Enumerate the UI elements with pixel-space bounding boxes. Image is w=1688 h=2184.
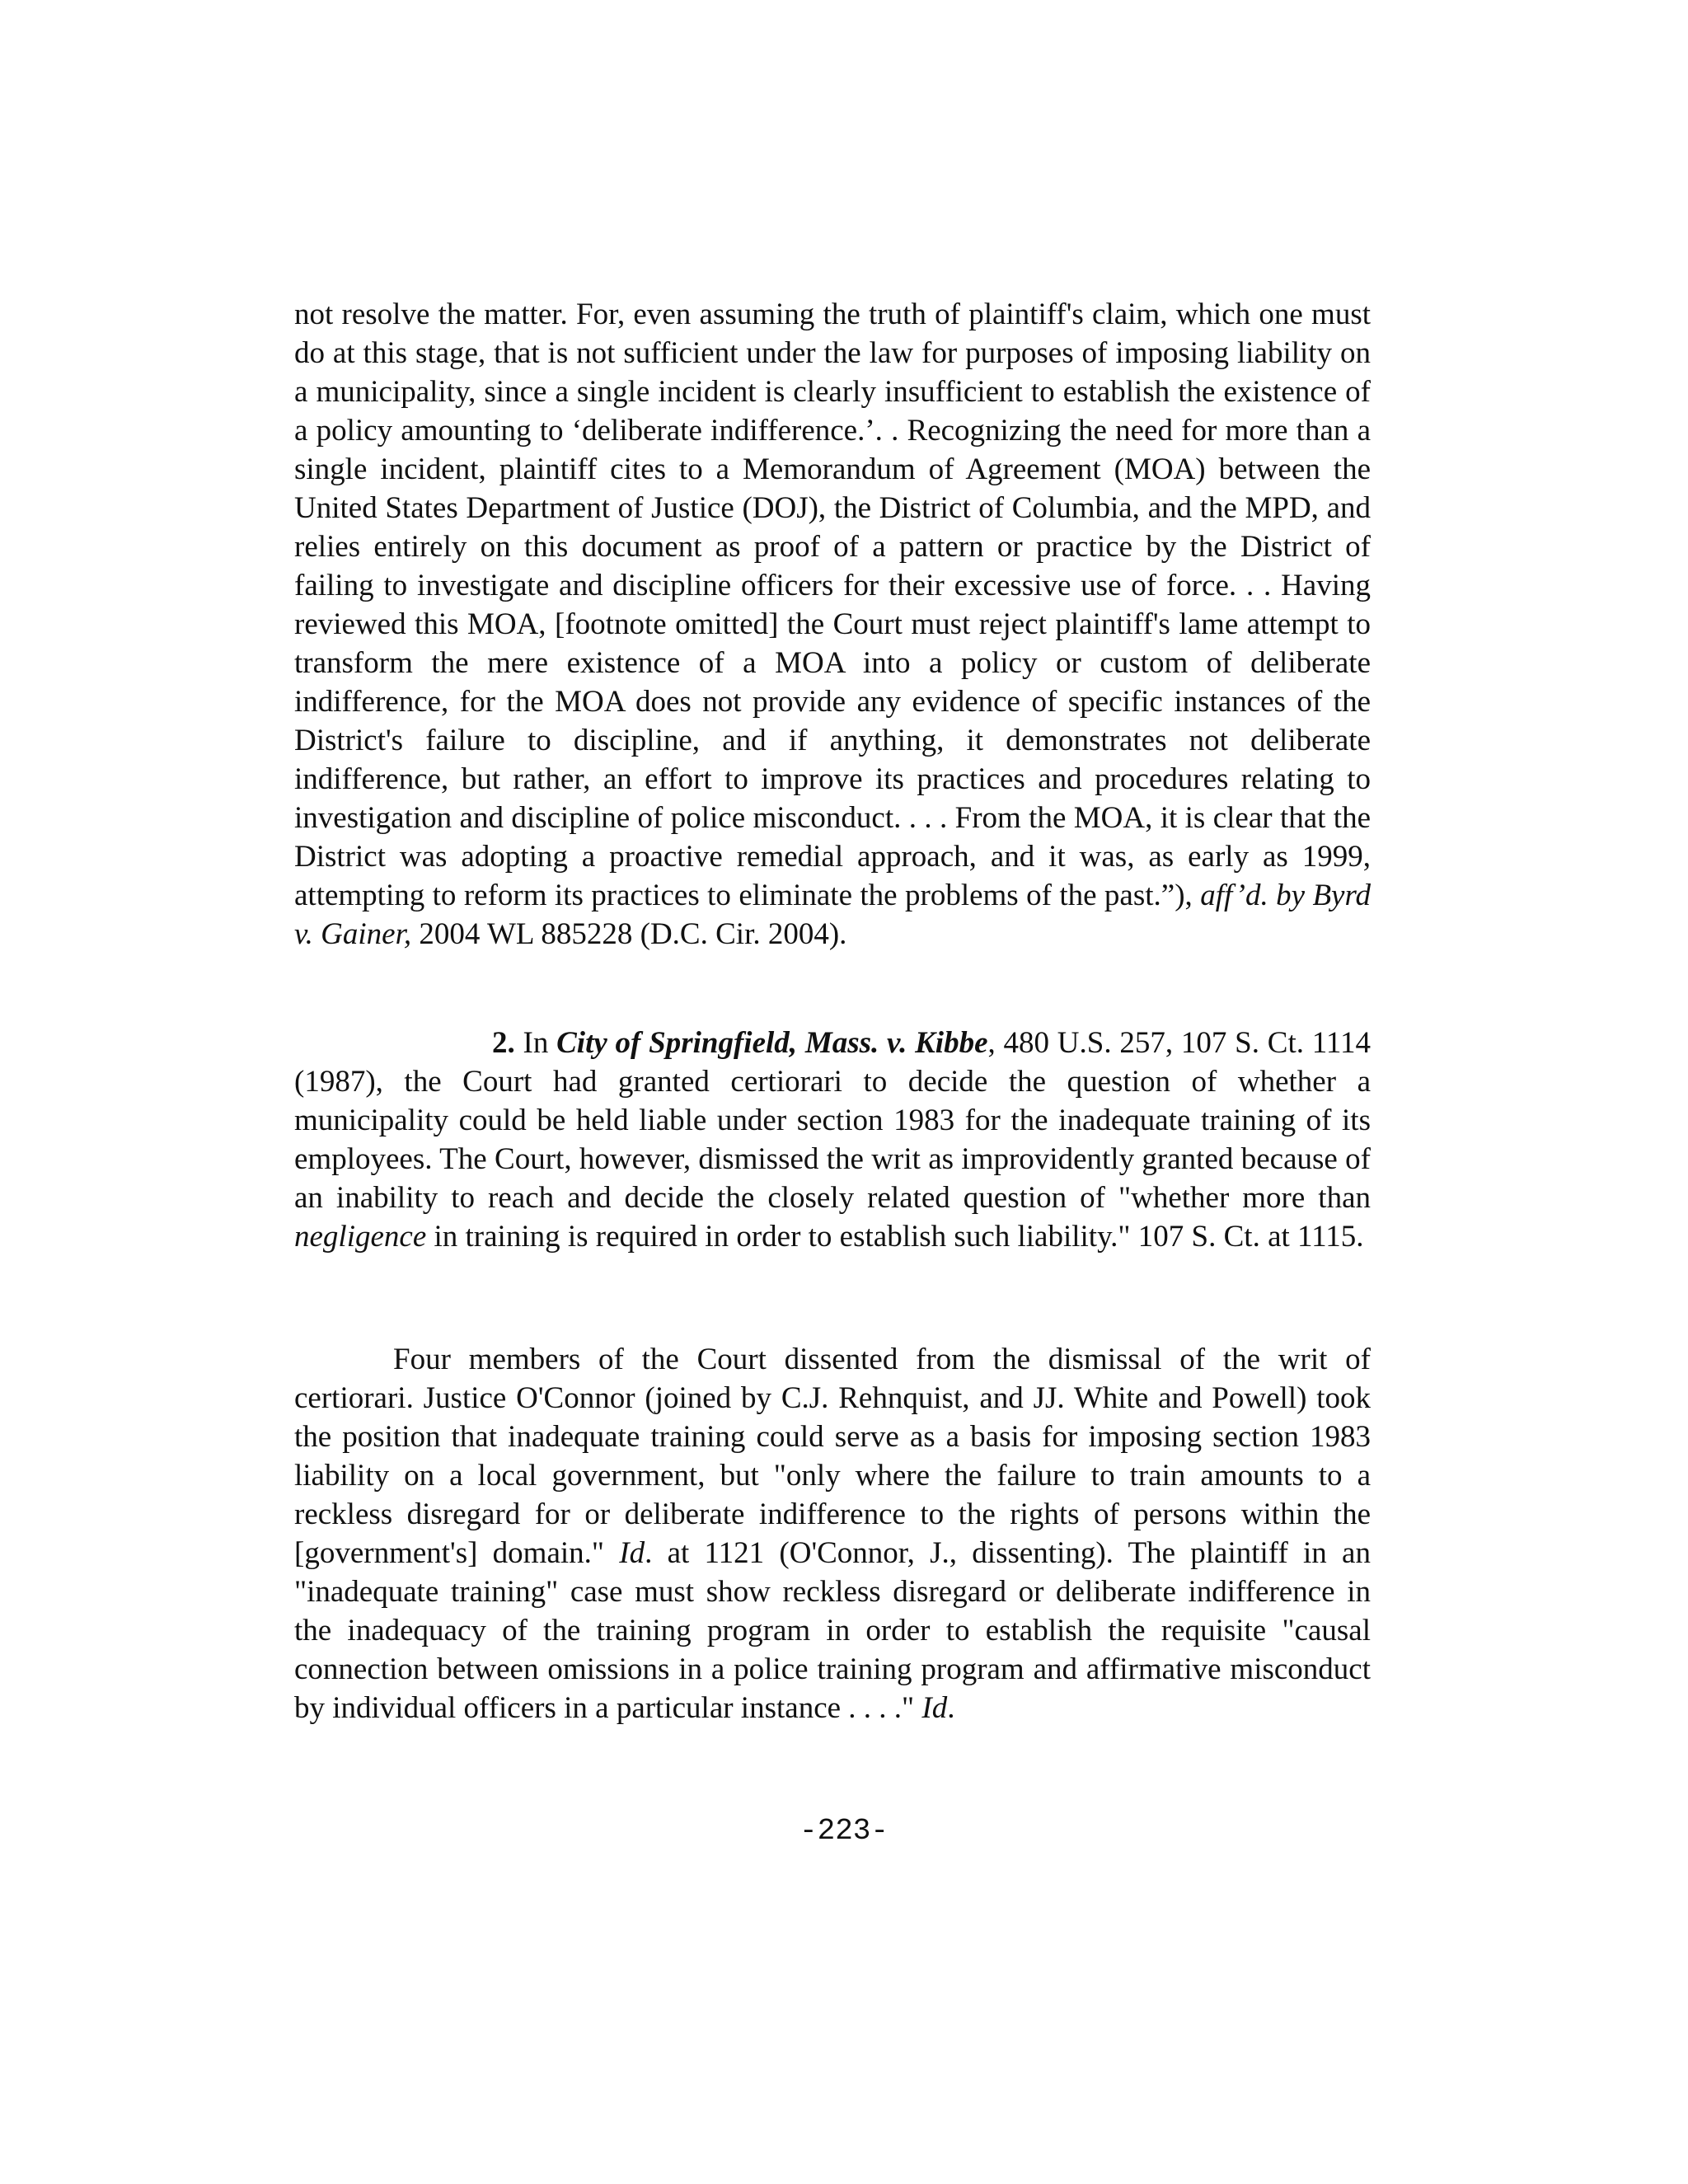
paragraph-text: . at 1121 (O'Connor, J., dissenting). The plaintiff in an "inadequate training" case must show reckless disregard or deliberate indifference in the inadequacy of the training program in order to establish the requisite "causal connection between omissions in a police training program and affirmative misconduct by individual officers in a particular instance . . . ." — [294, 1536, 1371, 1725]
paragraph-text: 2004 WL 885228 (D.C. Cir. 2004). — [411, 917, 847, 951]
paragraph-text: , 480 U.S. 257, 107 S. Ct. 1114 (1987), the Court had granted certiorari to decide the question of whether a municipality could be held liable under section 1983 for the inadequate training of its employees. The Court, however, dismissed the writ as improvidently granted because of an inability to reach and decide the closely related question of "whether more than — [294, 1026, 1372, 1215]
paragraph-dissent — [294, 1340, 1371, 1727]
id-citation: Id — [619, 1536, 645, 1570]
paragraph-kibbe — [294, 1024, 1371, 1256]
paragraph-text: . — [947, 1691, 955, 1725]
paragraph-text: in training is required in order to establish such liability." 107 S. Ct. at 1115. — [426, 1220, 1364, 1254]
emphasized-word: negligence — [294, 1220, 427, 1254]
case-name: City of Springfield, Mass. v. Kibbe — [556, 1026, 988, 1060]
paragraph-text: not resolve the matter. For, even assuming the truth of plaintiff's claim, which one must do at this stage, that is not sufficient under the law for purposes of imposing liability on a municipality, since a single incident is clearly insufficient to establish the existence of a policy amounting to ‘deliberate indifference.’. . Recognizing the need for more than a single incident, plaintiff cites to a Memorandum of Agreement (MOA) between the United States Department of Justice (DOJ), the District of Columbia, and the MPD, and relies entirely on this document as proof of a pattern or practice by the District of failing to investigate and discipline officers for their excessive use of force. . . Having reviewed this MOA, [footnote omitted] the Court must reject plaintiff's lame attempt to transform the mere existence of a MOA into a policy or custom of deliberate indifference, for the MOA does not provide any evidence of specific instances of the District's failure to discipline, and if anything, it demonstrates not deliberate indifference, but rather, an effort to improve its practices and procedures relating to investigation and discipline of police misconduct. . . . From the MOA, it is clear that the District was adopting a proactive remedial approach, and it was, as early as 1999, attempting to reform its practices to eliminate the problems of the past.”), — [294, 298, 1371, 912]
paragraph-text: In — [514, 1026, 557, 1060]
paragraph-quote-continuation — [294, 295, 1371, 954]
citation-italic: aff’d. by Byrd v. Gainer, — [294, 879, 1371, 951]
paragraph-number: 2. — [492, 1026, 515, 1060]
paragraph-text: Four members of the Court dissented from the dismissal of the writ of certiorari. Justice O'Connor (joined by C.J. Rehnquist, and JJ. White and Powell) took the position that inadequate training could serve as a basis for imposing section 1983 liability on a local government, but "only where the failure to train amounts to a reckless disregard for or deliberate indifference to the rights of persons within the [government's] domain." — [294, 1343, 1371, 1570]
id-citation: Id — [921, 1691, 948, 1725]
page-number: -223- — [799, 1814, 889, 1848]
